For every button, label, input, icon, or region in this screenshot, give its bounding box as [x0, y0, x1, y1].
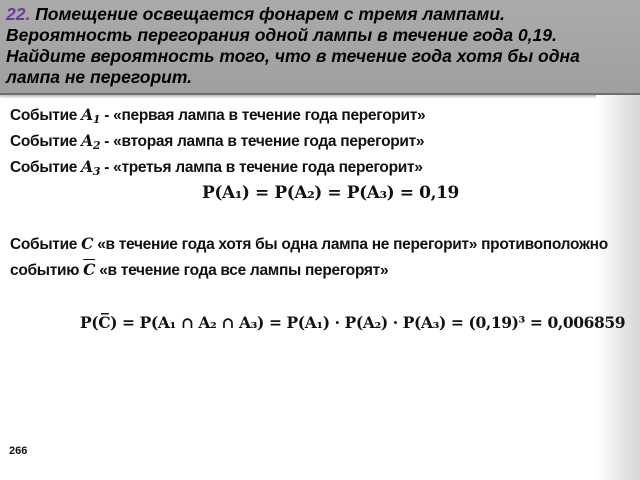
event-c-complement-var: $\overline{C}$ [83, 260, 96, 279]
event-c-line-1 [10, 234, 608, 255]
event-a1-var-sub: 1 [92, 113, 101, 126]
task-header [0, 0, 640, 95]
final-equation: P(C̅) = P(A₁ ∩ A₂ ∩ A₃) = P(A₁) · P(A₂) · P(A₃) = (0,19)³ = 0,006859 [80, 313, 626, 332]
event-a3-text: - «третья лампа в течение года перегорит» [104, 159, 423, 176]
event-a3-var-sub: 3 [92, 165, 101, 178]
event-a1-text: - «первая лампа в течение года перегорит» [104, 107, 426, 124]
task-statement [6, 4, 632, 88]
event-a3-prefix: Событие [10, 159, 78, 176]
task-text: Помещение освещается фонарем с тремя лампами. Вероятность перегорания одной лампы в течение года 0,19. Найдите вероятность того, что в течение года хотя бы одна лампа не перегорит. [6, 4, 580, 87]
event-a1-prefix: Событие [10, 107, 78, 124]
event-a2-text: - «вторая лампа в течение года перегорит» [104, 133, 425, 150]
event-a1-var-letter: A [81, 105, 93, 124]
task-number: 22. [6, 4, 31, 24]
probability-equation: P(A₁) = P(A₂) = P(A₃) = 0,19 [202, 183, 459, 203]
event-c-text: «в течение года хотя бы одна лампа не перегорит» противоположно [97, 236, 608, 253]
event-a3-var-letter: A [81, 157, 93, 176]
event-a2-var-letter: A [81, 131, 93, 150]
event-a3-var [81, 157, 100, 176]
event-c-complement-prefix: событию [10, 262, 80, 279]
event-c-line-2 [10, 260, 388, 281]
side-gradient-strip [596, 95, 640, 480]
event-a1-line [10, 105, 425, 130]
event-a2-prefix: Событие [10, 133, 78, 150]
event-c-complement-text: «в течение года все лампы перегорят» [99, 262, 389, 279]
event-a2-var [81, 131, 100, 150]
event-c-prefix: Событие [10, 236, 78, 253]
slide-number: 266 [9, 445, 28, 457]
event-a3-line [10, 157, 423, 182]
event-a2-line [10, 131, 424, 156]
event-c-var: C [81, 234, 94, 253]
event-a1-var [81, 105, 100, 124]
event-a2-var-sub: 2 [92, 139, 101, 152]
